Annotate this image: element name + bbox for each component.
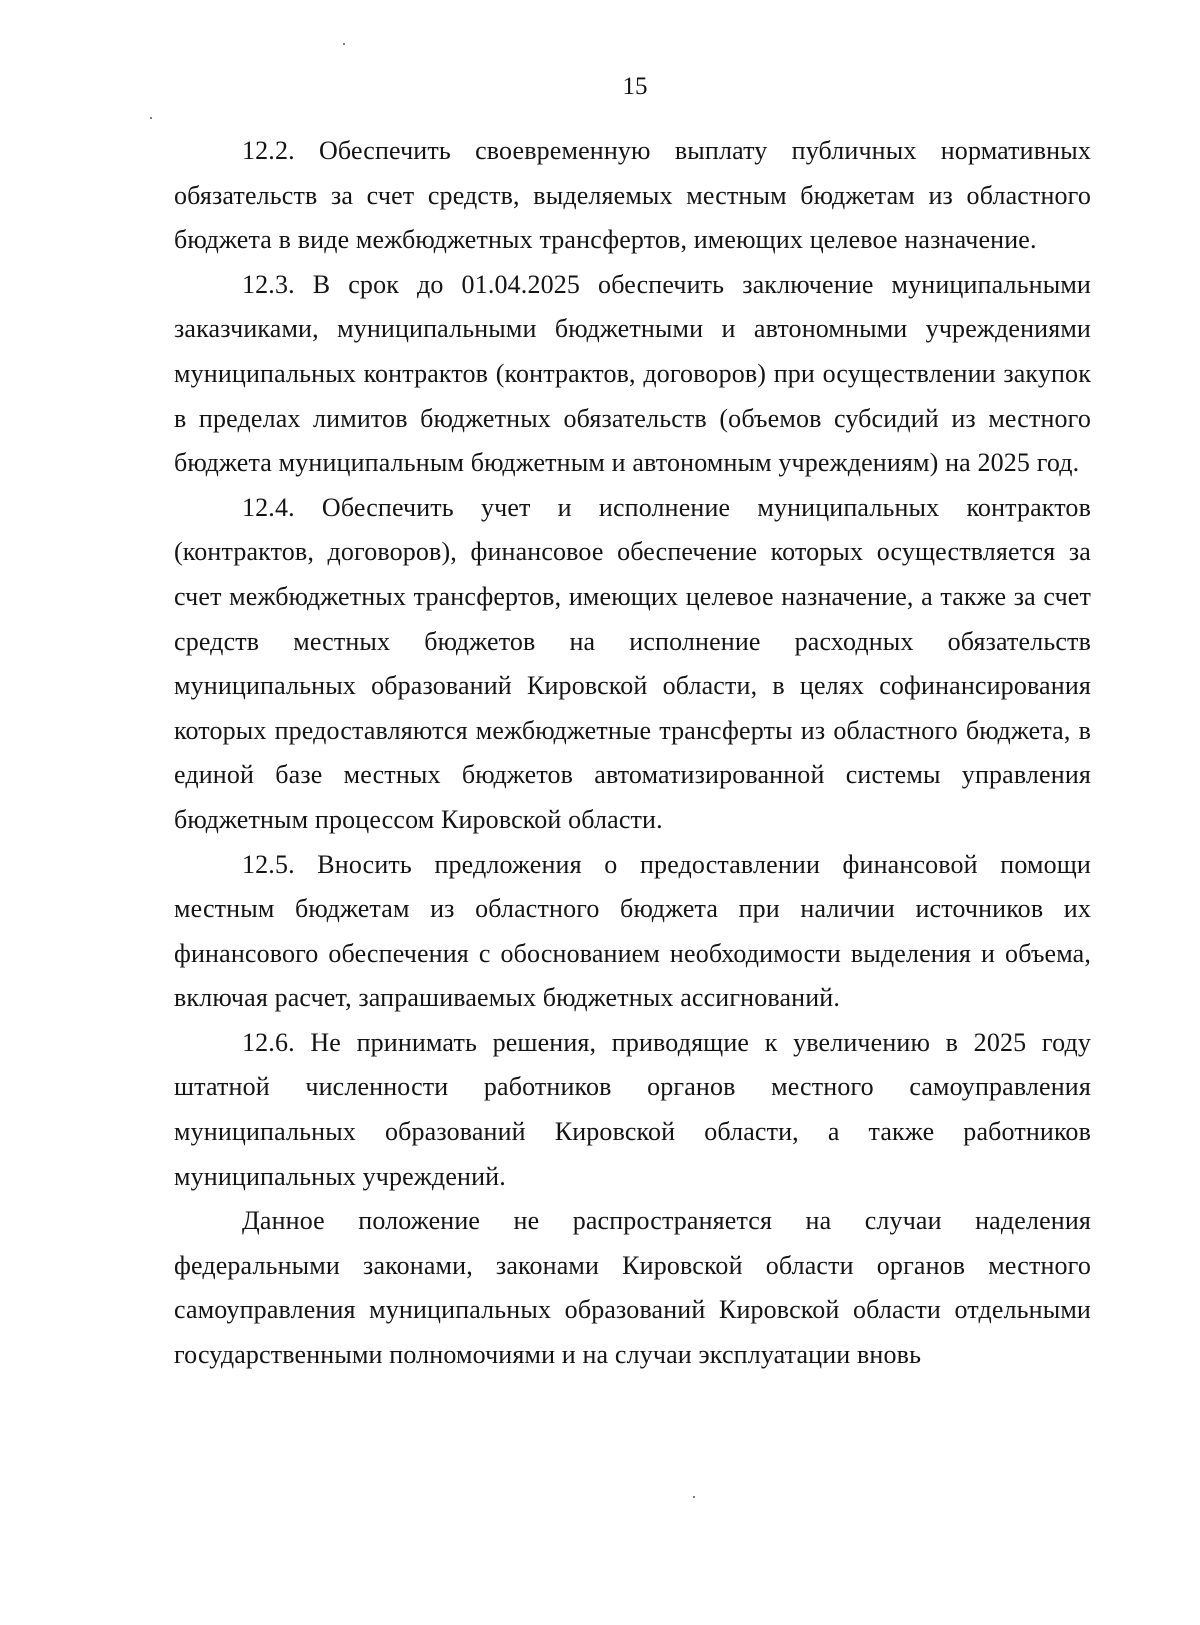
paragraph-12-2: 12.2. Обеспечить своевременную выплату публичных нормативных обязательств за счет средств, выделяемых местным бюджетам из областного бюджета в виде межбюджетных трансфертов, имеющих целевое назначение.: [174, 136, 1091, 255]
paragraph-12-3: 12.3. В срок до 01.04.2025 обеспечить заключение муниципальными заказчиками, муниципальными бюджетными и автономными учреждениями муниципальных контрактов (контрактов, договоров) при осуществлении закупок в пределах лимитов бюджетных обязательств (объемов субсидий из местного бюджета муниципальным бюджетным и автономным учреждениям) на 2025 год.: [174, 269, 1091, 478]
scan-speck: [150, 117, 152, 119]
document-body: [174, 129, 1091, 1378]
scan-speck: [693, 1496, 695, 1498]
paragraph-12-5: 12.5. Вносить предложения о предоставлении финансовой помощи местным бюджетам из областного бюджета при наличии источников их финансового обеспечения с обоснованием необходимости выделения и объема, включая расчет, запрашиваемых бюджетных ассигнований.: [174, 849, 1091, 1013]
paragraph-12-4: 12.4. Обеспечить учет и исполнение муниципальных контрактов (контрактов, договоров), финансовое обеспечение которых осуществляется за счет межбюджетных трансфертов, имеющих целевое назначение, а также за счет средств местных бюджетов на исполнение расходных обязательств муниципальных образований Кировской области, в целях софинансирования которых предоставляются межбюджетные трансферты из областного бюджета, в единой базе местных бюджетов автоматизированной системы управления бюджетным процессом Кировской области.: [174, 492, 1091, 834]
scan-speck: [343, 43, 345, 45]
page-number: 15: [622, 73, 648, 100]
paragraph-exception: Данное положение не распространяется на случаи наделения федеральными законами, законами Кировской области органов местного самоуправления муниципальных образований Кировской области отдельными государственными полномочиями и на случаи эксплуатации вновь: [174, 1206, 1091, 1370]
paragraph-12-6: 12.6. Не принимать решения, приводящие к увеличению в 2025 году штатной численности работников органов местного самоуправления муниципальных образований Кировской области, а также работников муниципальных учреждений.: [174, 1027, 1091, 1191]
